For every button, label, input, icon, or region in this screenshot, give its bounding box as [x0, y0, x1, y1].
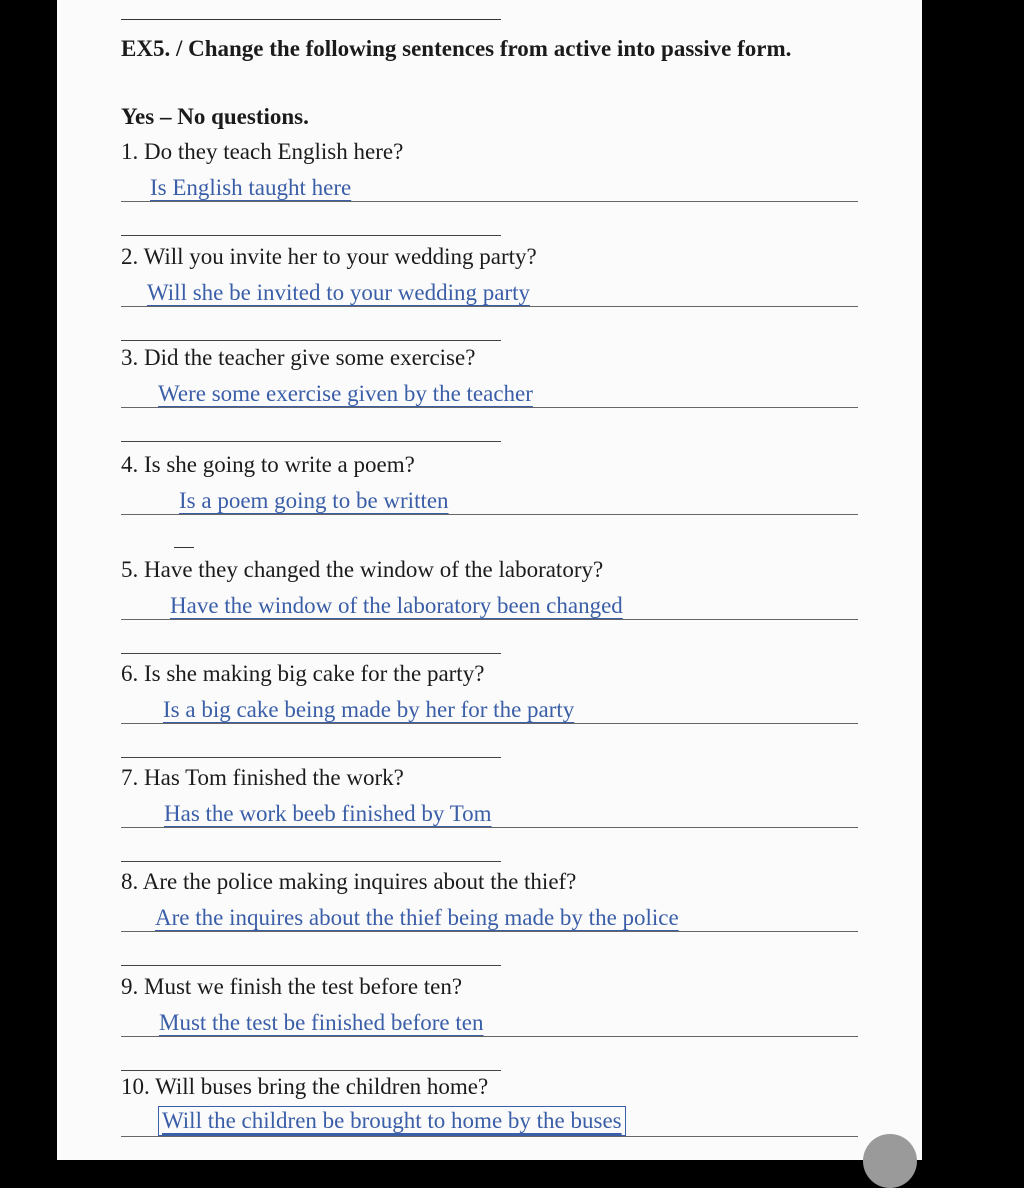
exercise-subtitle: Yes – No questions.: [121, 104, 309, 129]
question-text: 3. Did the teacher give some exercise?: [121, 345, 476, 370]
question-text: 6. Is she making big cake for the party?: [121, 661, 485, 686]
question-text: 9. Must we finish the test before ten?: [121, 974, 463, 999]
answer-line: [121, 1136, 858, 1137]
answer-line: [121, 514, 858, 515]
answer-text: Will she be invited to your wedding party: [147, 280, 530, 305]
answer-line: [121, 619, 858, 620]
separator-line: [121, 1070, 501, 1071]
question-text: 1. Do they teach English here?: [121, 139, 404, 164]
answer-text: Are the inquires about the thief being made by the police: [155, 905, 679, 930]
question-item-5: [57, 555, 922, 659]
exercise-title: EX5. / Change the following sentences from active into passive form.: [121, 36, 792, 61]
question-item-10: [57, 1072, 922, 1160]
question-item-9: [57, 972, 922, 1076]
separator-line: [121, 861, 501, 862]
answer-text: Is a poem going to be written: [179, 488, 449, 513]
floating-bubble[interactable]: [863, 1134, 917, 1188]
answer-text: Will the children be brought to home by the buses: [158, 1106, 626, 1136]
answer-line: [121, 407, 858, 408]
separator-line: [121, 653, 501, 654]
answer-line: [121, 931, 858, 932]
question-text: 4. Is she going to write a poem?: [121, 452, 415, 477]
answer-line: [121, 201, 858, 202]
answer-text: Is English taught here: [150, 175, 352, 200]
question-item-1: [57, 137, 922, 241]
worksheet-page: [57, 0, 922, 1160]
separator-line: [121, 340, 501, 341]
question-item-8: [57, 867, 922, 971]
answer-text: Were some exercise given by the teacher: [158, 381, 533, 406]
question-text: 10. Will buses bring the children home?: [121, 1074, 489, 1099]
question-item-6: [57, 659, 922, 763]
question-text: 5. Have they changed the window of the laboratory?: [121, 557, 604, 582]
separator-line: [121, 235, 501, 236]
question-item-3: [57, 343, 922, 447]
answer-text: Is a big cake being made by her for the party: [163, 697, 575, 722]
separator-line: [121, 441, 501, 442]
top-rule: [121, 19, 501, 20]
separator-line: [121, 757, 501, 758]
question-text: 2. Will you invite her to your wedding party?: [121, 244, 537, 269]
answer-line: [121, 723, 858, 724]
question-item-4: [57, 450, 922, 554]
answer-line: [121, 1036, 858, 1037]
answer-text: Has the work beeb finished by Tom: [164, 801, 492, 826]
question-text: 7. Has Tom finished the work?: [121, 765, 404, 790]
answer-text: Must the test be finished before ten: [159, 1010, 484, 1035]
question-item-2: [57, 242, 922, 346]
separator-line: [121, 965, 501, 966]
question-item-7: [57, 763, 922, 867]
answer-line: [121, 827, 858, 828]
question-text: 8. Are the police making inquires about the thief?: [121, 869, 577, 894]
answer-text: Have the window of the laboratory been changed: [170, 593, 623, 618]
pencil-mark: [174, 547, 194, 548]
answer-line: [121, 306, 858, 307]
